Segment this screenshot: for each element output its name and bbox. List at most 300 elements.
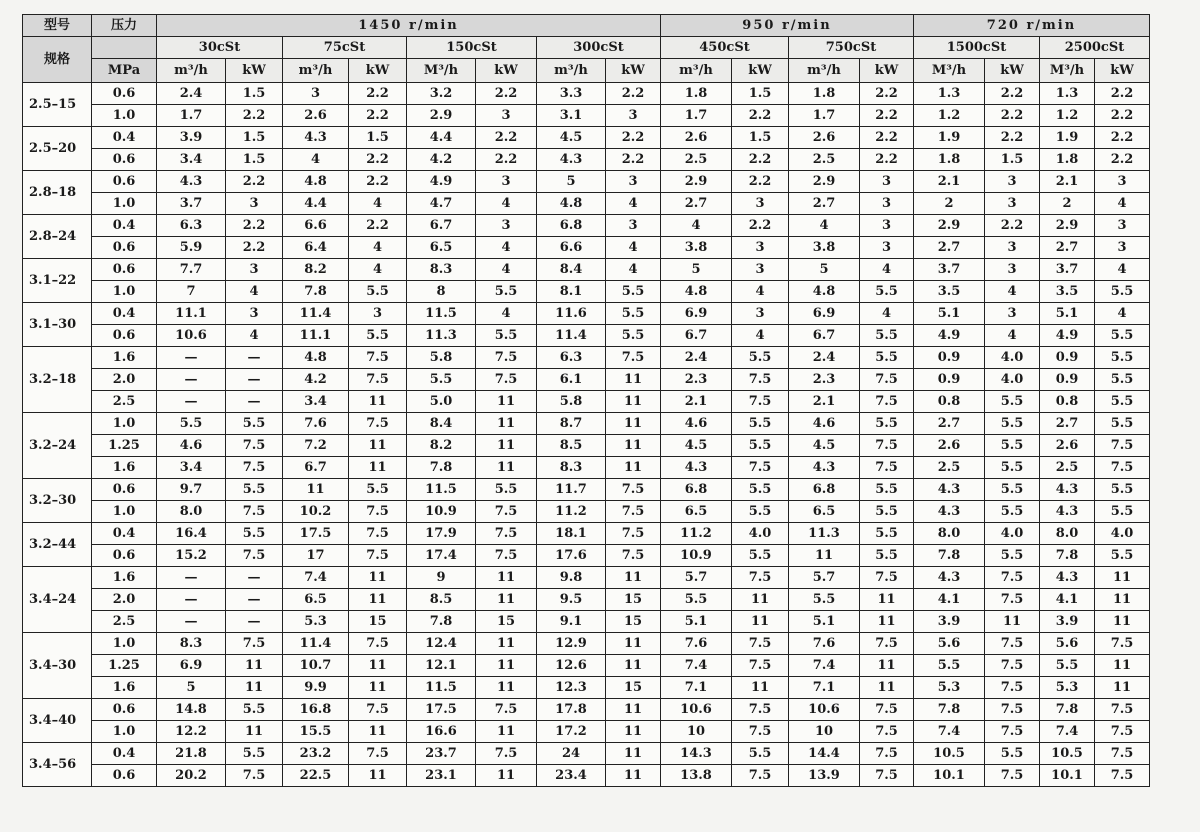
power-cell: 5.5 (606, 325, 661, 347)
power-cell: 7.5 (349, 501, 407, 523)
power-cell: 11 (606, 435, 661, 457)
flow-cell: 7.6 (661, 633, 732, 655)
power-cell: 4 (732, 325, 789, 347)
flow-cell: 0.9 (914, 369, 985, 391)
flow-cell: 7.4 (283, 567, 349, 589)
pressure-cell: 2.5 (92, 391, 157, 413)
power-cell: 5.5 (349, 281, 407, 303)
flow-cell: 2.1 (1040, 171, 1095, 193)
power-cell: 5.5 (732, 545, 789, 567)
power-cell: 2.2 (732, 105, 789, 127)
power-cell: 7.5 (860, 721, 914, 743)
power-cell: 11 (1095, 589, 1150, 611)
power-cell: 7.5 (349, 523, 407, 545)
power-cell: 11 (349, 589, 407, 611)
viscosity-header: 450cSt (661, 37, 789, 59)
flow-cell: 6.4 (283, 237, 349, 259)
flow-cell: 8.1 (537, 281, 606, 303)
pressure-cell: 1.0 (92, 281, 157, 303)
flow-cell: 2.1 (661, 391, 732, 413)
power-cell: 11 (349, 391, 407, 413)
power-cell: 3 (732, 237, 789, 259)
power-cell: 5.5 (1095, 325, 1150, 347)
power-cell: 7.5 (349, 699, 407, 721)
power-cell: 7.5 (1095, 699, 1150, 721)
flow-cell: 16.8 (283, 699, 349, 721)
pressure-cell: 1.6 (92, 567, 157, 589)
power-cell: 7.5 (732, 699, 789, 721)
power-cell: 2.2 (860, 127, 914, 149)
flow-unit-header: m³/h (661, 59, 732, 83)
flow-cell: 1.8 (661, 83, 732, 105)
flow-cell: 3.7 (914, 259, 985, 281)
flow-cell: 7.8 (914, 699, 985, 721)
flow-cell: 3.9 (914, 611, 985, 633)
model-cell: 2.5–20 (23, 127, 92, 171)
flow-cell: 10.6 (661, 699, 732, 721)
power-cell: 7.5 (226, 435, 283, 457)
power-cell: 7.5 (349, 633, 407, 655)
power-unit-header: kW (732, 59, 789, 83)
flow-cell: 5 (789, 259, 860, 281)
flow-cell: 17.6 (537, 545, 606, 567)
model-cell: 2.5–15 (23, 83, 92, 127)
flow-cell: 11.5 (407, 677, 476, 699)
power-cell: — (226, 369, 283, 391)
flow-cell: 6.7 (789, 325, 860, 347)
table-row (23, 369, 1150, 391)
flow-cell: 1.9 (914, 127, 985, 149)
flow-unit-header: m³/h (789, 59, 860, 83)
power-cell: 7.5 (985, 655, 1040, 677)
flow-cell: 5 (661, 259, 732, 281)
flow-cell: 8.5 (537, 435, 606, 457)
power-cell: — (226, 391, 283, 413)
power-unit-header: kW (860, 59, 914, 83)
power-cell: 11 (606, 391, 661, 413)
power-cell: 7.5 (476, 699, 537, 721)
flow-cell: 6.9 (789, 303, 860, 325)
power-cell: 4 (476, 237, 537, 259)
power-cell: 11 (476, 413, 537, 435)
flow-cell: 23.7 (407, 743, 476, 765)
flow-cell: 11.5 (407, 303, 476, 325)
flow-cell: 5.5 (789, 589, 860, 611)
power-cell: 7.5 (860, 391, 914, 413)
power-cell: 5.5 (1095, 281, 1150, 303)
flow-cell: 21.8 (157, 743, 226, 765)
header-row-viscosity (23, 37, 1150, 59)
power-cell: 3 (226, 259, 283, 281)
power-cell: 7.5 (1095, 721, 1150, 743)
flow-cell: 3.5 (1040, 281, 1095, 303)
flow-cell: 8.2 (283, 259, 349, 281)
flow-cell: 4.9 (1040, 325, 1095, 347)
flow-cell: 9.9 (283, 677, 349, 699)
flow-cell: — (157, 589, 226, 611)
power-unit-header: kW (476, 59, 537, 83)
flow-cell: 3.5 (914, 281, 985, 303)
power-cell: 3 (606, 215, 661, 237)
flow-cell: 11.4 (283, 303, 349, 325)
power-cell: 5.5 (985, 479, 1040, 501)
flow-cell: 7 (157, 281, 226, 303)
pressure-header-spacer (92, 37, 157, 59)
flow-cell: 2.7 (1040, 413, 1095, 435)
table-row (23, 523, 1150, 545)
table-body (23, 83, 1150, 787)
power-cell: 2.2 (860, 105, 914, 127)
flow-cell: 4.3 (661, 457, 732, 479)
power-cell: 2.2 (732, 149, 789, 171)
table-row (23, 589, 1150, 611)
header-row-speed (23, 15, 1150, 37)
power-cell: 5.5 (349, 325, 407, 347)
power-cell: 7.5 (349, 369, 407, 391)
flow-cell: 4.3 (157, 171, 226, 193)
power-cell: 4.0 (985, 369, 1040, 391)
power-cell: 4 (985, 281, 1040, 303)
table-row (23, 435, 1150, 457)
viscosity-header: 30cSt (157, 37, 283, 59)
flow-cell: — (157, 369, 226, 391)
flow-cell: 8.2 (407, 435, 476, 457)
power-cell: 5.5 (1095, 479, 1150, 501)
power-cell: 7.5 (226, 501, 283, 523)
model-header-top: 型号 (23, 15, 92, 37)
power-cell: 5.5 (985, 545, 1040, 567)
flow-cell: 4.5 (661, 435, 732, 457)
power-cell: 1.5 (732, 83, 789, 105)
flow-cell: 7.1 (661, 677, 732, 699)
flow-cell: 11.4 (537, 325, 606, 347)
flow-cell: 5.6 (1040, 633, 1095, 655)
power-cell: 2.2 (985, 83, 1040, 105)
pressure-cell: 0.6 (92, 479, 157, 501)
power-cell: 5.5 (606, 303, 661, 325)
flow-cell: 1.7 (661, 105, 732, 127)
flow-cell: 2.4 (661, 347, 732, 369)
power-cell: 7.5 (606, 479, 661, 501)
flow-cell: 2.7 (1040, 237, 1095, 259)
flow-cell: 6.9 (661, 303, 732, 325)
power-cell: 7.5 (476, 369, 537, 391)
power-cell: 2.2 (476, 83, 537, 105)
flow-cell: 9.8 (537, 567, 606, 589)
table-row (23, 325, 1150, 347)
pressure-cell: 1.0 (92, 501, 157, 523)
power-cell: 15 (476, 611, 537, 633)
power-cell: 4 (606, 259, 661, 281)
pressure-cell: 1.6 (92, 677, 157, 699)
power-cell: 5.5 (985, 435, 1040, 457)
flow-cell: 3 (283, 83, 349, 105)
power-cell: 5.5 (860, 413, 914, 435)
flow-cell: 1.3 (914, 83, 985, 105)
flow-cell: 14.8 (157, 699, 226, 721)
power-cell: 1.5 (226, 127, 283, 149)
flow-cell: 4.2 (283, 369, 349, 391)
flow-cell: 11 (283, 479, 349, 501)
power-cell: 7.5 (476, 347, 537, 369)
flow-cell: 11.2 (537, 501, 606, 523)
flow-cell: 3.8 (661, 237, 732, 259)
power-cell: 3 (606, 105, 661, 127)
power-cell: 3 (860, 215, 914, 237)
flow-cell: 1.2 (1040, 105, 1095, 127)
flow-cell: 4.3 (537, 149, 606, 171)
power-cell: 5.5 (1095, 369, 1150, 391)
model-cell: 3.4–30 (23, 633, 92, 699)
power-cell: 7.5 (985, 589, 1040, 611)
power-cell: 5.5 (860, 523, 914, 545)
power-cell: 3 (349, 303, 407, 325)
flow-cell: 23.2 (283, 743, 349, 765)
flow-unit-header: M³/h (914, 59, 985, 83)
power-cell: 7.5 (732, 633, 789, 655)
power-cell: 5.5 (476, 325, 537, 347)
power-cell: 7.5 (1095, 457, 1150, 479)
pump-performance-table (22, 14, 1150, 787)
flow-unit-header: m³/h (157, 59, 226, 83)
flow-cell: 18.1 (537, 523, 606, 545)
pressure-cell: 0.6 (92, 545, 157, 567)
pressure-cell: 0.6 (92, 149, 157, 171)
power-cell: 1.5 (985, 149, 1040, 171)
flow-cell: 1.8 (789, 83, 860, 105)
power-cell: 11 (732, 677, 789, 699)
power-cell: 11 (1095, 611, 1150, 633)
flow-cell: 4.7 (407, 193, 476, 215)
power-cell: 2.2 (349, 149, 407, 171)
power-cell: 5.5 (226, 523, 283, 545)
flow-cell: 7.1 (789, 677, 860, 699)
power-cell: 4.0 (985, 523, 1040, 545)
viscosity-header: 1500cSt (914, 37, 1040, 59)
power-cell: 3 (226, 303, 283, 325)
flow-cell: 17.2 (537, 721, 606, 743)
pressure-cell: 2.0 (92, 369, 157, 391)
power-cell: 11 (226, 677, 283, 699)
speed-header-950: 950 r/min (661, 15, 914, 37)
flow-cell: 2.6 (914, 435, 985, 457)
flow-cell: 4.3 (1040, 479, 1095, 501)
pressure-cell: 1.6 (92, 347, 157, 369)
flow-cell: 4.3 (914, 501, 985, 523)
power-cell: 4 (860, 303, 914, 325)
pressure-cell: 0.6 (92, 765, 157, 787)
table-row (23, 765, 1150, 787)
flow-cell: 14.4 (789, 743, 860, 765)
power-cell: 7.5 (860, 457, 914, 479)
flow-cell: 3.4 (157, 149, 226, 171)
flow-cell: 8.5 (407, 589, 476, 611)
power-cell: 11 (606, 457, 661, 479)
flow-cell: 3.3 (537, 83, 606, 105)
power-cell: 11 (476, 677, 537, 699)
flow-cell: 4.2 (407, 149, 476, 171)
flow-cell: 2.7 (661, 193, 732, 215)
flow-cell: 4.8 (661, 281, 732, 303)
flow-cell: 11.3 (789, 523, 860, 545)
power-cell: 11 (732, 589, 789, 611)
flow-cell: 6.5 (661, 501, 732, 523)
flow-cell: 10.7 (283, 655, 349, 677)
power-cell: 5.5 (476, 281, 537, 303)
flow-cell: 13.9 (789, 765, 860, 787)
flow-cell: 1.9 (1040, 127, 1095, 149)
power-cell: 7.5 (606, 501, 661, 523)
flow-cell: 6.5 (407, 237, 476, 259)
model-cell: 3.2–24 (23, 413, 92, 479)
flow-cell: 23.4 (537, 765, 606, 787)
viscosity-header: 75cSt (283, 37, 407, 59)
table-row (23, 259, 1150, 281)
power-cell: 2.2 (1095, 149, 1150, 171)
power-cell: 2.2 (476, 127, 537, 149)
power-cell: 1.5 (226, 149, 283, 171)
pressure-cell: 0.6 (92, 83, 157, 105)
power-cell: 11 (606, 655, 661, 677)
flow-cell: 7.8 (914, 545, 985, 567)
power-cell: 2.2 (606, 83, 661, 105)
flow-cell: 10.9 (407, 501, 476, 523)
power-cell: 11 (606, 699, 661, 721)
power-cell: 7.5 (732, 655, 789, 677)
power-cell: 11 (226, 721, 283, 743)
power-cell: 7.5 (732, 391, 789, 413)
flow-cell: — (157, 611, 226, 633)
pressure-header-top: 压力 (92, 15, 157, 37)
power-unit-header: kW (349, 59, 407, 83)
power-cell: 11 (476, 589, 537, 611)
flow-cell: 2.6 (789, 127, 860, 149)
power-cell: 3 (1095, 215, 1150, 237)
table-row (23, 655, 1150, 677)
flow-cell: 5.5 (407, 369, 476, 391)
power-cell: 11 (349, 677, 407, 699)
power-cell: 2.2 (1095, 127, 1150, 149)
pressure-cell: 0.6 (92, 259, 157, 281)
power-cell: 7.5 (606, 347, 661, 369)
flow-cell: 10 (789, 721, 860, 743)
flow-cell: 6.8 (661, 479, 732, 501)
power-cell: — (226, 611, 283, 633)
flow-cell: 5 (157, 677, 226, 699)
flow-cell: 9.1 (537, 611, 606, 633)
flow-cell: 8.7 (537, 413, 606, 435)
power-cell: 11 (476, 633, 537, 655)
flow-cell: 17.8 (537, 699, 606, 721)
power-cell: 7.5 (985, 677, 1040, 699)
flow-cell: 15.2 (157, 545, 226, 567)
power-cell: 5.5 (226, 743, 283, 765)
power-cell: 3 (476, 215, 537, 237)
power-cell: 7.5 (226, 457, 283, 479)
power-cell: 4 (1095, 193, 1150, 215)
power-cell: 4 (606, 193, 661, 215)
flow-cell: 11.1 (157, 303, 226, 325)
power-cell: 11 (606, 765, 661, 787)
power-cell: 5.5 (985, 391, 1040, 413)
flow-cell: 13.8 (661, 765, 732, 787)
flow-cell: 3.9 (1040, 611, 1095, 633)
power-cell: 7.5 (732, 765, 789, 787)
flow-cell: 2.4 (789, 347, 860, 369)
speed-header-1450: 1450 r/min (157, 15, 661, 37)
header-row-units (23, 59, 1150, 83)
power-cell: 11 (476, 765, 537, 787)
flow-cell: 10.5 (914, 743, 985, 765)
pressure-cell: 1.0 (92, 721, 157, 743)
flow-cell: — (157, 391, 226, 413)
table-row (23, 391, 1150, 413)
flow-cell: 5.7 (661, 567, 732, 589)
flow-cell: 10 (661, 721, 732, 743)
power-cell: 7.5 (349, 743, 407, 765)
power-cell: 3 (860, 171, 914, 193)
power-cell: 4 (349, 259, 407, 281)
pressure-cell: 0.4 (92, 303, 157, 325)
power-cell: 7.5 (985, 567, 1040, 589)
power-cell: — (226, 347, 283, 369)
power-cell: 2.2 (349, 83, 407, 105)
flow-cell: 3.1 (537, 105, 606, 127)
flow-cell: 2.5 (914, 457, 985, 479)
table-row (23, 611, 1150, 633)
flow-cell: 5.3 (914, 677, 985, 699)
flow-cell: 6.7 (283, 457, 349, 479)
flow-cell: 7.6 (283, 413, 349, 435)
power-cell: 5.5 (476, 479, 537, 501)
pressure-cell: 1.25 (92, 435, 157, 457)
flow-cell: 14.3 (661, 743, 732, 765)
flow-cell: 5.1 (1040, 303, 1095, 325)
power-cell: 1.5 (732, 127, 789, 149)
power-cell: 2.2 (860, 83, 914, 105)
viscosity-header: 750cSt (789, 37, 914, 59)
flow-unit-header: M³/h (407, 59, 476, 83)
power-cell: 2.2 (985, 215, 1040, 237)
power-cell: — (226, 589, 283, 611)
table-row (23, 303, 1150, 325)
power-cell: 5.5 (860, 479, 914, 501)
flow-cell: 7.8 (1040, 699, 1095, 721)
flow-cell: 1.8 (914, 149, 985, 171)
power-cell: 11 (606, 633, 661, 655)
flow-cell: 1.2 (914, 105, 985, 127)
pressure-cell: 0.4 (92, 215, 157, 237)
flow-cell: 17.5 (407, 699, 476, 721)
flow-cell: 4.5 (789, 435, 860, 457)
power-cell: 4 (732, 281, 789, 303)
flow-cell: 12.3 (537, 677, 606, 699)
flow-cell: 6.9 (157, 655, 226, 677)
power-cell: 2.2 (860, 149, 914, 171)
flow-cell: 10.1 (1040, 765, 1095, 787)
power-cell: 2.2 (226, 237, 283, 259)
power-cell: 7.5 (732, 721, 789, 743)
model-cell: 3.4–56 (23, 743, 92, 787)
power-cell: 4 (476, 303, 537, 325)
flow-cell: 5.6 (914, 633, 985, 655)
flow-cell: 11.7 (537, 479, 606, 501)
power-cell: 3 (985, 171, 1040, 193)
flow-cell: 10.6 (789, 699, 860, 721)
flow-cell: 4.8 (283, 347, 349, 369)
power-cell: 7.5 (226, 633, 283, 655)
flow-cell: 4.8 (789, 281, 860, 303)
